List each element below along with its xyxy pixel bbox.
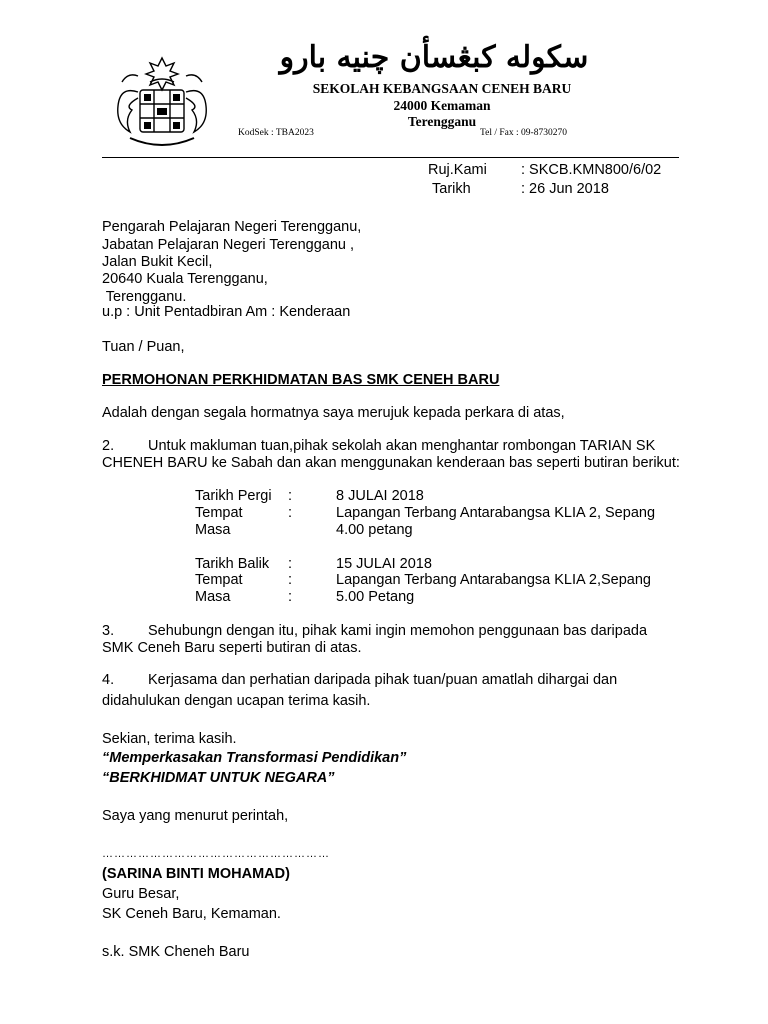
paragraph-3-text [102, 623, 682, 657]
salutation: Tuan / Puan, [102, 339, 185, 355]
subject-title: PERMOHONAN PERKHIDMATAN BAS SMK CENEH BARU [102, 372, 500, 388]
trip-out-label: Tarikh Pergi [195, 488, 272, 504]
trip-return-value: Lapangan Terbang Antarabangsa KLIA 2,Sepang [336, 572, 651, 588]
signatory-school: SK Ceneh Baru, Kemaman. [102, 906, 281, 922]
trip-return-label: Tempat [195, 572, 243, 588]
recipient-line: Jabatan Pelajaran Negeri Terengganu , [102, 237, 355, 253]
trip-return-sep: : [288, 572, 293, 588]
recipient-line: Terengganu. [102, 289, 187, 305]
school-state: Terengganu [407, 114, 477, 129]
trip-out-value: Lapangan Terbang Antarabangsa KLIA 2, Sepang [336, 505, 656, 521]
reference-value: : SKCB.KMN800/6/02 [521, 162, 662, 178]
recipient-line: u.p : Unit Pentadbiran Am : Kenderaan [102, 304, 351, 320]
paragraph-3-number: 3. [102, 623, 115, 639]
trip-return-sep: : [288, 556, 293, 572]
paragraph-1: Adalah dengan segala hormatnya saya merujuk kepada perkara di atas, [102, 405, 565, 421]
signature-dots: ………………………………………………… [102, 848, 330, 860]
school-name: SEKOLAH KEBANGSAAN CENEH BARU [312, 81, 572, 96]
paragraph-2-number: 2. [102, 438, 115, 454]
motto-line-1: “Memperkasakan Transformasi Pendidikan” [102, 750, 407, 766]
header-divider [102, 157, 679, 158]
paragraph-2-text [102, 438, 682, 472]
trip-out-sep: : [288, 488, 293, 504]
trip-return-sep: : [288, 589, 293, 605]
school-name-jawi: سكوله كبڠسأن چنيه بارو [279, 40, 589, 75]
recipient-line: Jalan Bukit Kecil, [102, 254, 213, 270]
recipient-line: Pengarah Pelajaran Negeri Terengganu, [102, 219, 362, 235]
signatory-name: (SARINA BINTI MOHAMAD) [102, 866, 290, 882]
trip-out-value: 8 JULAI 2018 [336, 488, 424, 504]
trip-out-label: Masa [195, 522, 231, 538]
trip-out-label: Tempat [195, 505, 243, 521]
trip-return-label: Tarikh Balik [195, 556, 270, 572]
trip-out-sep: : [288, 505, 293, 521]
paragraph-4-line2: didahulukan dengan ucapan terima kasih. [102, 693, 371, 709]
school-postcode-city: 24000 Kemaman [393, 98, 491, 113]
recipient-line: 20640 Kuala Terengganu, [102, 271, 268, 287]
paragraph-4-line1: Kerjasama dan perhatian daripada pihak tuan/puan amatlah dihargai dan [148, 672, 618, 688]
coat-of-arms-crest [108, 52, 216, 152]
trip-return-label: Masa [195, 589, 231, 605]
date-label: Tarikh [432, 181, 471, 197]
trip-out-value: 4.00 petang [336, 522, 413, 538]
trip-return-value: 5.00 Petang [336, 589, 415, 605]
motto-line-2: “BERKHIDMAT UNTUK NEGARA” [102, 770, 335, 786]
school-code: KodSek : TBA2023 [238, 128, 314, 138]
school-tel-fax: Tel / Fax : 09-8730270 [480, 128, 567, 138]
reference-label: Ruj.Kami [428, 162, 487, 178]
carbon-copy: s.k. SMK Cheneh Baru [102, 944, 250, 960]
signatory-title: Guru Besar, [102, 886, 180, 902]
paragraph-3-body: Sehubungn dengan itu, pihak kami ingin memohon penggunaan bas daripada SMK Ceneh Baru seperti butiran di atas. [102, 623, 648, 656]
closing-thanks: Sekian, terima kasih. [102, 731, 237, 747]
trip-return-value: 15 JULAI 2018 [336, 556, 432, 572]
date-value: : 26 Jun 2018 [521, 181, 609, 197]
closing-order: Saya yang menurut perintah, [102, 808, 289, 824]
paragraph-2-body: Untuk makluman tuan,pihak sekolah akan menghantar rombongan TARIAN SK CHENEH BARU ke Sabah dan akan menggunakan kenderaan bas seperti butiran berikut: [102, 438, 680, 471]
paragraph-4-number: 4. [102, 672, 115, 688]
